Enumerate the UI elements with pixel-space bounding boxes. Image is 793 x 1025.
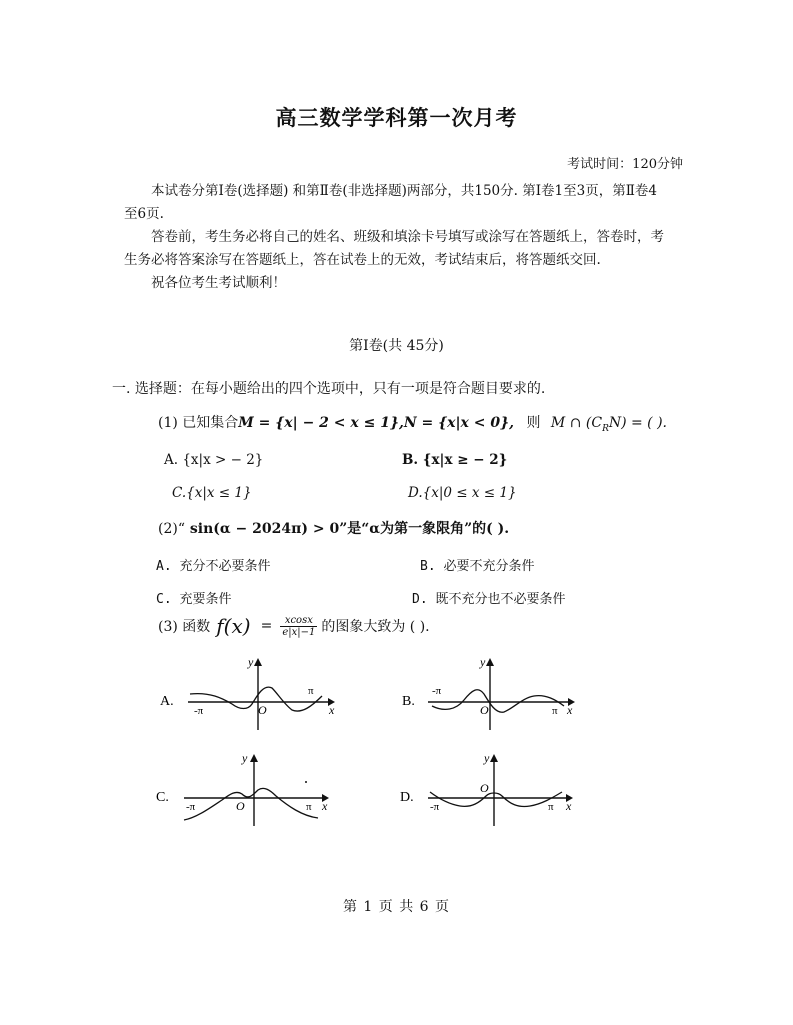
graph-a-label: A. (160, 694, 174, 709)
q1-option-b: B. {x|x ≥ − 2} (402, 452, 508, 468)
x-axis-label: x (329, 703, 335, 717)
graph-c-svg (156, 750, 336, 830)
section-heading: 第Ⅰ卷(共 45分) (349, 338, 444, 354)
q3-function-name: f(x) (216, 614, 251, 638)
page-footer: 第 1 页 共 6 页 (342, 899, 451, 915)
q2-option-c: C. 充要条件 (156, 592, 232, 607)
graph-a-svg (160, 654, 340, 734)
graph-b-curve (432, 690, 564, 713)
graph-c-label: C. (156, 790, 169, 805)
graph-d-label: D. (400, 790, 414, 805)
q2-stem-rest: ”是“α为第一象限角”的( ). (339, 521, 510, 537)
stray-dot (305, 781, 307, 783)
left-tick-label: -π (186, 801, 196, 813)
left-tick-label: -π (430, 801, 440, 813)
q1-expr-b: N) = ( ). (608, 415, 668, 431)
q1-expression (550, 415, 668, 434)
x-axis-label: x (322, 799, 328, 813)
graph-a (160, 654, 340, 738)
right-tick-label: π (306, 801, 312, 813)
q3-numerator: xcosx (280, 615, 317, 627)
q1-sets: M = {x| − 2 < x ≤ 1},N = {x|x < 0}, (238, 415, 515, 431)
left-tick-label: -π (194, 705, 204, 717)
intro-paragraph: 答卷前，考生务必将自己的姓名、班级和填涂卡号填写或涂写在答题纸上，答卷时，考生务必将答案涂写在答题纸上，答在试卷上的无效，考试结束后，将答题纸交回. (124, 229, 664, 268)
left-tick-label: -π (432, 685, 442, 697)
origin-label: O (236, 799, 245, 813)
origin-label: O (480, 703, 489, 717)
question-1-stem (158, 412, 667, 434)
q3-stem-prefix: (3) 函数 (158, 619, 211, 635)
q1-stem-prefix: (1) 已知集合 (158, 415, 239, 431)
graph-b-svg (402, 654, 582, 734)
q1-option-a: A. {x|x > − 2} (164, 452, 264, 468)
q3-denominator: e|x|−1 (282, 626, 316, 638)
y-axis-arrow (486, 658, 494, 666)
q2-stem-open: (2)“ (158, 521, 185, 537)
q3-fraction (280, 615, 317, 638)
page-title: 高三数学学科第一次月考 (275, 105, 518, 130)
graph-c-curve (184, 788, 318, 820)
q1-option-c: C.{x|x ≤ 1} (172, 485, 252, 501)
q1-option-d: D.{x|0 ≤ x ≤ 1} (408, 485, 517, 501)
graph-b (402, 654, 582, 738)
y-axis-arrow (250, 754, 258, 762)
right-tick-label: π (552, 705, 558, 717)
x-axis-label: x (567, 703, 573, 717)
intro (124, 180, 664, 295)
q3-stem-suffix: 的图象大致为 ( ). (321, 619, 430, 635)
right-tick-label: π (548, 801, 554, 813)
graph-c (156, 750, 336, 834)
question-3-stem (158, 614, 430, 638)
y-axis-label: y (484, 751, 490, 765)
intro-paragraph: 祝各位考生考试顺利！ (151, 275, 286, 291)
q1-expr-a: M ∩ (C (550, 415, 603, 431)
q2-option-a: A. 充分不必要条件 (156, 559, 271, 574)
y-axis-label: y (480, 655, 486, 669)
intro-paragraph: 本试卷分第Ⅰ卷(选择题) 和第Ⅱ卷(非选择题)两部分，共150分. 第Ⅰ卷1至3页，第Ⅱ卷4至6页. (124, 183, 657, 222)
graph-d (400, 750, 580, 834)
q2-option-d: D. 既不充分也不必要条件 (412, 592, 566, 607)
y-axis-arrow (490, 754, 498, 762)
origin-label: O (258, 703, 267, 717)
q1-expr-sub: R (602, 423, 609, 434)
q2-option-b: B. 必要不充分条件 (420, 559, 535, 574)
y-axis-label: y (242, 751, 248, 765)
graph-a-curve (190, 687, 322, 711)
y-axis-label: y (248, 655, 254, 669)
graph-d-curve (430, 792, 562, 807)
y-axis-arrow (254, 658, 262, 666)
q3-equals: = (260, 618, 273, 634)
x-axis-label: x (566, 799, 572, 813)
graph-b-label: B. (402, 694, 415, 709)
right-tick-label: π (308, 685, 314, 697)
exam-time: 考试时间：120分钟 (567, 157, 683, 172)
question-2-stem (158, 518, 509, 538)
q1-stem-then: 则 (526, 415, 541, 431)
graph-d-svg (400, 750, 580, 830)
origin-label: O (480, 781, 489, 795)
q2-math: sin(α − 2024π) > 0 (185, 521, 340, 537)
part-heading: 一. 选择题：在每小题给出的四个选项中，只有一项是符合题目要求的. (112, 381, 546, 397)
